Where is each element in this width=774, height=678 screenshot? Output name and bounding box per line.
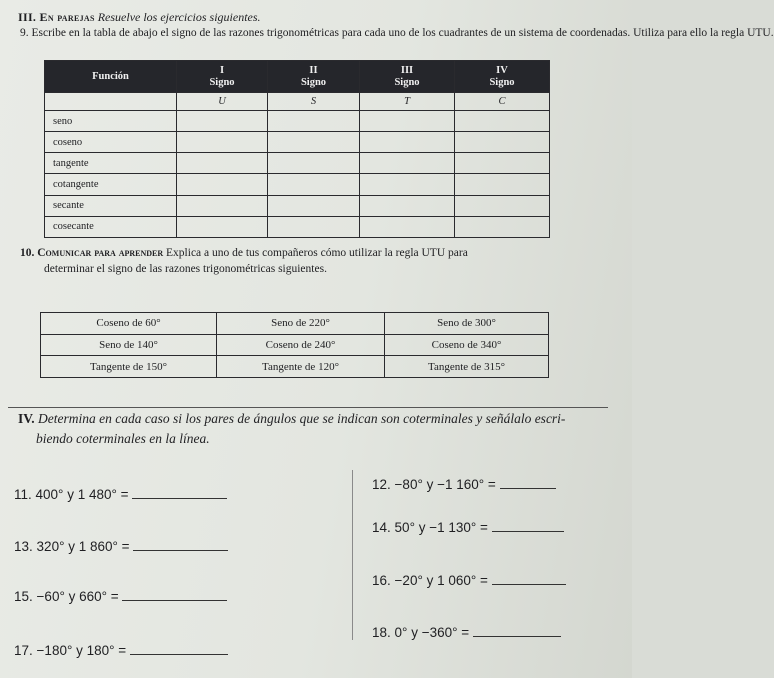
section-3-instruction: Resuelve los ejercicios siguientes. <box>97 10 261 24</box>
exercise-text: −180° y 180° = <box>36 643 127 658</box>
answer-line[interactable] <box>132 484 227 499</box>
answer-cell[interactable] <box>268 111 360 132</box>
exercise-17 <box>14 640 228 658</box>
exercise-11 <box>14 484 227 502</box>
answer-cell[interactable] <box>268 153 360 174</box>
exercise-text: 320° y 1 860° = <box>36 539 130 554</box>
answer-line[interactable] <box>122 586 227 601</box>
exercise-10-line1 <box>20 247 468 259</box>
answer-cell[interactable] <box>455 132 550 153</box>
table-cell: Coseno de 340° <box>385 334 549 356</box>
exercise-12 <box>372 474 556 492</box>
sign-table-header-row <box>45 61 550 93</box>
sign-table-subheader-row <box>45 93 550 111</box>
exercise-text: −60° y 660° = <box>36 589 119 604</box>
row-label-secante: secante <box>45 195 177 216</box>
answer-cell[interactable] <box>268 216 360 237</box>
exercise-text: 400° y 1 480° = <box>35 487 129 502</box>
row-label-seno: seno <box>45 111 177 132</box>
row-label-tangente: tangente <box>45 153 177 174</box>
section-4-line1 <box>18 411 565 427</box>
section-4-heading: IV. <box>18 411 35 426</box>
col-header-q4: IV Signo <box>455 61 550 93</box>
angles-table <box>40 312 549 378</box>
answer-cell[interactable] <box>360 216 455 237</box>
section-4-instruction: Determina en cada caso si los pares de ángulos que se indican son coterminales y señálalo escri- <box>38 411 566 426</box>
table-cell: Seno de 300° <box>385 313 549 335</box>
table-row <box>45 111 550 132</box>
sign-table <box>44 60 550 238</box>
exercise-text: −80° y −1 160° = <box>394 477 496 492</box>
answer-cell[interactable] <box>268 195 360 216</box>
exercise-10-text: Explica a uno de tus compañeros cómo utilizar la regla UTU para <box>166 247 468 259</box>
table-cell: Coseno de 240° <box>217 334 385 356</box>
exercise-9-line1: 9. Escribe en la tabla de abajo el signo de las razones trigonométricas para cada uno de los cuadrantes de un sistema de coordenadas. Utiliza para ello la regla UTU. <box>20 27 774 39</box>
exercise-10-line2: determinar el signo de las razones trigonométricas siguientes. <box>44 263 327 275</box>
subheader-s: S <box>268 93 360 111</box>
table-cell: Seno de 220° <box>217 313 385 335</box>
exercise-14 <box>372 517 564 535</box>
exercise-16 <box>372 570 566 588</box>
table-row <box>41 313 549 335</box>
answer-cell[interactable] <box>177 174 268 195</box>
answer-line[interactable] <box>130 640 228 655</box>
section-3-heading: III. En parejas <box>18 10 95 24</box>
section-3-header <box>18 10 261 25</box>
table-cell: Coseno de 60° <box>41 313 217 335</box>
answer-cell[interactable] <box>268 174 360 195</box>
answer-cell[interactable] <box>360 132 455 153</box>
answer-cell[interactable] <box>455 216 550 237</box>
answer-line[interactable] <box>492 517 564 532</box>
col-header-funcion: Función <box>45 61 177 93</box>
answer-cell[interactable] <box>177 132 268 153</box>
answer-cell[interactable] <box>455 195 550 216</box>
answer-line[interactable] <box>473 622 561 637</box>
section-4-line2: biendo coterminales en la línea. <box>36 431 210 446</box>
table-row <box>45 174 550 195</box>
answer-line[interactable] <box>500 474 556 489</box>
table-row <box>41 356 549 378</box>
answer-cell[interactable] <box>177 216 268 237</box>
answer-cell[interactable] <box>455 174 550 195</box>
col-header-q3: III Signo <box>360 61 455 93</box>
answer-cell[interactable] <box>177 111 268 132</box>
exercise-number: 17. <box>14 643 33 658</box>
exercise-number: 14. <box>372 520 391 535</box>
answer-cell[interactable] <box>360 195 455 216</box>
section-divider <box>8 407 608 408</box>
table-row <box>45 132 550 153</box>
exercise-text: 0° y −360° = <box>394 625 470 640</box>
column-divider <box>352 470 353 640</box>
exercise-number: 12. <box>372 477 391 492</box>
table-cell: Tangente de 120° <box>217 356 385 378</box>
col-header-q1: I Signo <box>177 61 268 93</box>
table-row <box>41 334 549 356</box>
answer-cell[interactable] <box>360 111 455 132</box>
exercise-13 <box>14 536 228 554</box>
row-label-cotangente: cotangente <box>45 174 177 195</box>
exercise-number: 11. <box>14 487 32 502</box>
exercise-text: −20° y 1 060° = <box>394 573 488 588</box>
exercise-number: 18. <box>372 625 391 640</box>
answer-cell[interactable] <box>177 195 268 216</box>
answer-cell[interactable] <box>360 174 455 195</box>
answer-cell[interactable] <box>455 111 550 132</box>
answer-cell[interactable] <box>177 153 268 174</box>
subheader-empty <box>45 93 177 111</box>
table-row <box>45 195 550 216</box>
exercise-number: 15. <box>14 589 33 604</box>
row-label-cosecante: cosecante <box>45 216 177 237</box>
exercise-number: 13. <box>14 539 33 554</box>
exercise-10-heading: 10. Comunicar para aprender <box>20 247 164 259</box>
table-cell: Tangente de 150° <box>41 356 217 378</box>
table-row <box>45 216 550 237</box>
exercise-number: 16. <box>372 573 391 588</box>
col-header-q2: II Signo <box>268 61 360 93</box>
exercise-18 <box>372 622 561 640</box>
exercise-text: 50° y −1 130° = <box>394 520 488 535</box>
table-cell: Seno de 140° <box>41 334 217 356</box>
table-row <box>45 153 550 174</box>
subheader-u: U <box>177 93 268 111</box>
subheader-t: T <box>360 93 455 111</box>
answer-cell[interactable] <box>268 132 360 153</box>
subheader-c: C <box>455 93 550 111</box>
exercise-15 <box>14 586 227 604</box>
answer-line[interactable] <box>492 570 566 585</box>
answer-line[interactable] <box>133 536 228 551</box>
answer-cell[interactable] <box>455 153 550 174</box>
answer-cell[interactable] <box>360 153 455 174</box>
row-label-coseno: coseno <box>45 132 177 153</box>
table-cell: Tangente de 315° <box>385 356 549 378</box>
